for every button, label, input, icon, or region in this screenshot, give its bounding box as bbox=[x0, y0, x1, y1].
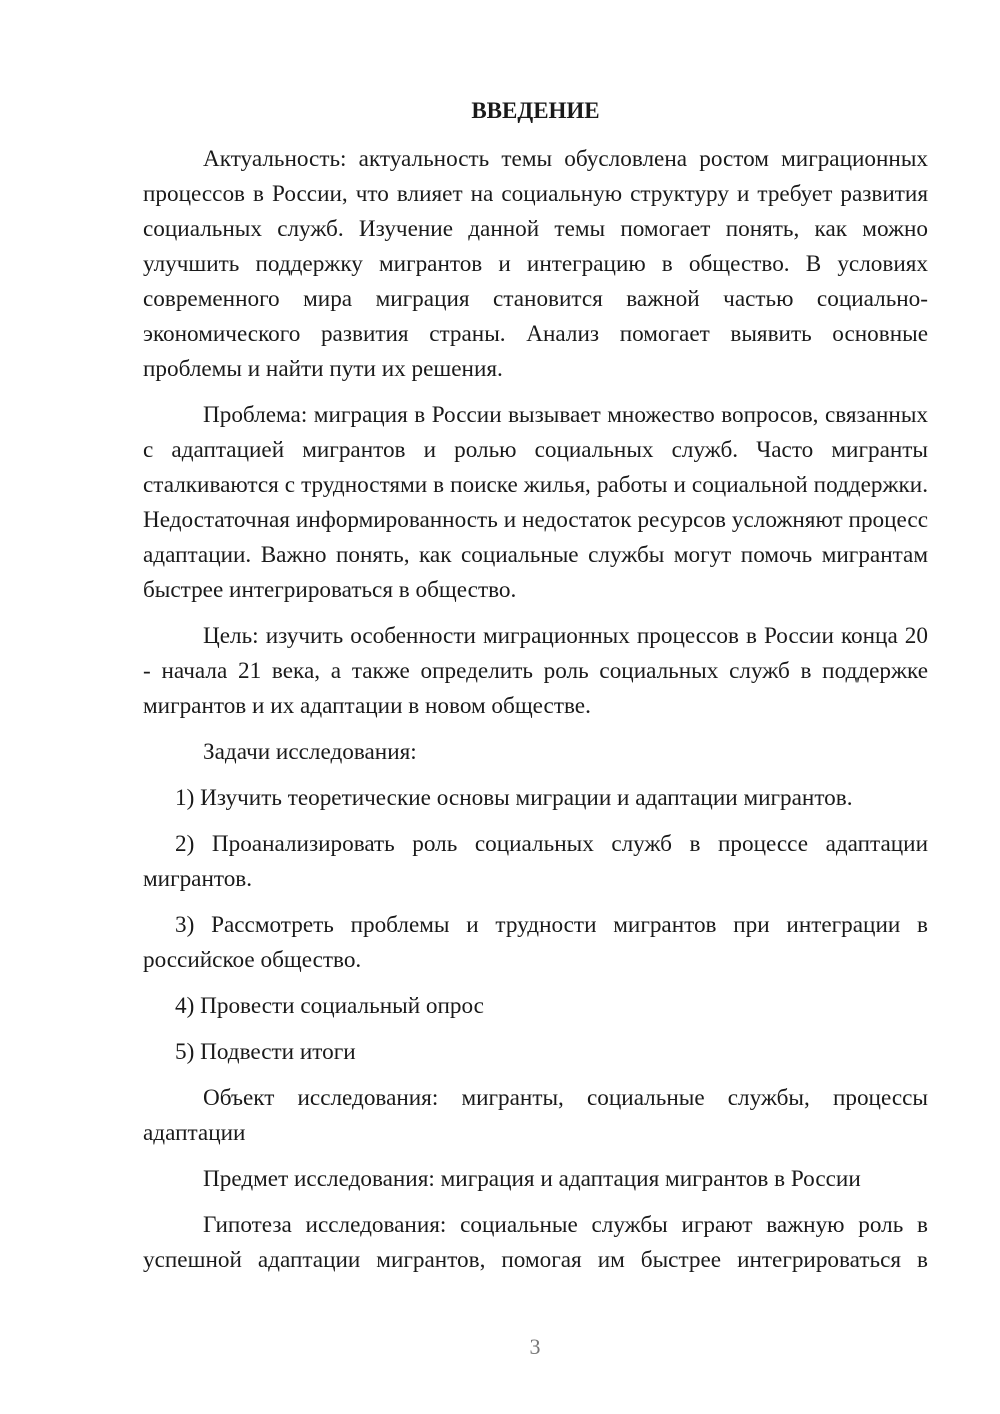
task-item-5: 5) Подвести итоги bbox=[175, 1039, 356, 1065]
paragraph-relevance: Актуальность: актуальность темы обусловлена ростом миграционных процессов в России, что влияет на социальную структуру и требует развития социальных служб. Изучение данной темы помогает понять, как можно улучшить поддержку мигрантов и интеграцию в общество. В условиях современного мира миграция становится важной частью социально-экономического развития страны. Анализ помогает выявить основные проблемы и найти пути их решения. bbox=[143, 146, 928, 382]
page-number: 3 bbox=[529, 1334, 541, 1359]
task-item-2: 2) Проанализировать роль социальных служб в процессе адаптации мигрантов. bbox=[143, 831, 928, 892]
paragraph-tasks-heading: Задачи исследования: bbox=[203, 739, 417, 765]
task-item-4: 4) Провести социальный опрос bbox=[175, 993, 484, 1019]
body-text bbox=[143, 142, 928, 1289]
paragraph-subject: Предмет исследования: миграция и адаптация мигрантов в России bbox=[203, 1166, 861, 1192]
paragraph-problem: Проблема: миграция в России вызывает множество вопросов, связанных с адаптацией мигрантов и ролью социальных служб. Часто мигранты сталкиваются с трудностями в поиске жилья, работы и социальной поддержки. Недостаточная информированность и недостаток ресурсов усложняют процесс адаптации. Важно понять, как социальные службы могут помочь мигрантам быстрее интегрироваться в общество. bbox=[143, 402, 928, 603]
task-item-3: 3) Рассмотреть проблемы и трудности мигрантов при интеграции в российское общество. bbox=[143, 912, 928, 973]
paragraph-object: Объект исследования: мигранты, социальные службы, процессы адаптации bbox=[143, 1085, 928, 1146]
section-heading: ВВЕДЕНИЕ bbox=[471, 98, 600, 123]
task-item-1: 1) Изучить теоретические основы миграции и адаптации мигрантов. bbox=[175, 785, 853, 811]
paragraph-goal: Цель: изучить особенности миграционных процессов в России конца 20 - начала 21 века, а также определить роль социальных служб в поддержке мигрантов и их адаптации в новом обществе. bbox=[143, 623, 928, 719]
paragraph-hypothesis: Гипотеза исследования: социальные службы играют важную роль в успешной адаптации мигрантов, помогая им быстрее интегрироваться в bbox=[143, 1212, 928, 1273]
